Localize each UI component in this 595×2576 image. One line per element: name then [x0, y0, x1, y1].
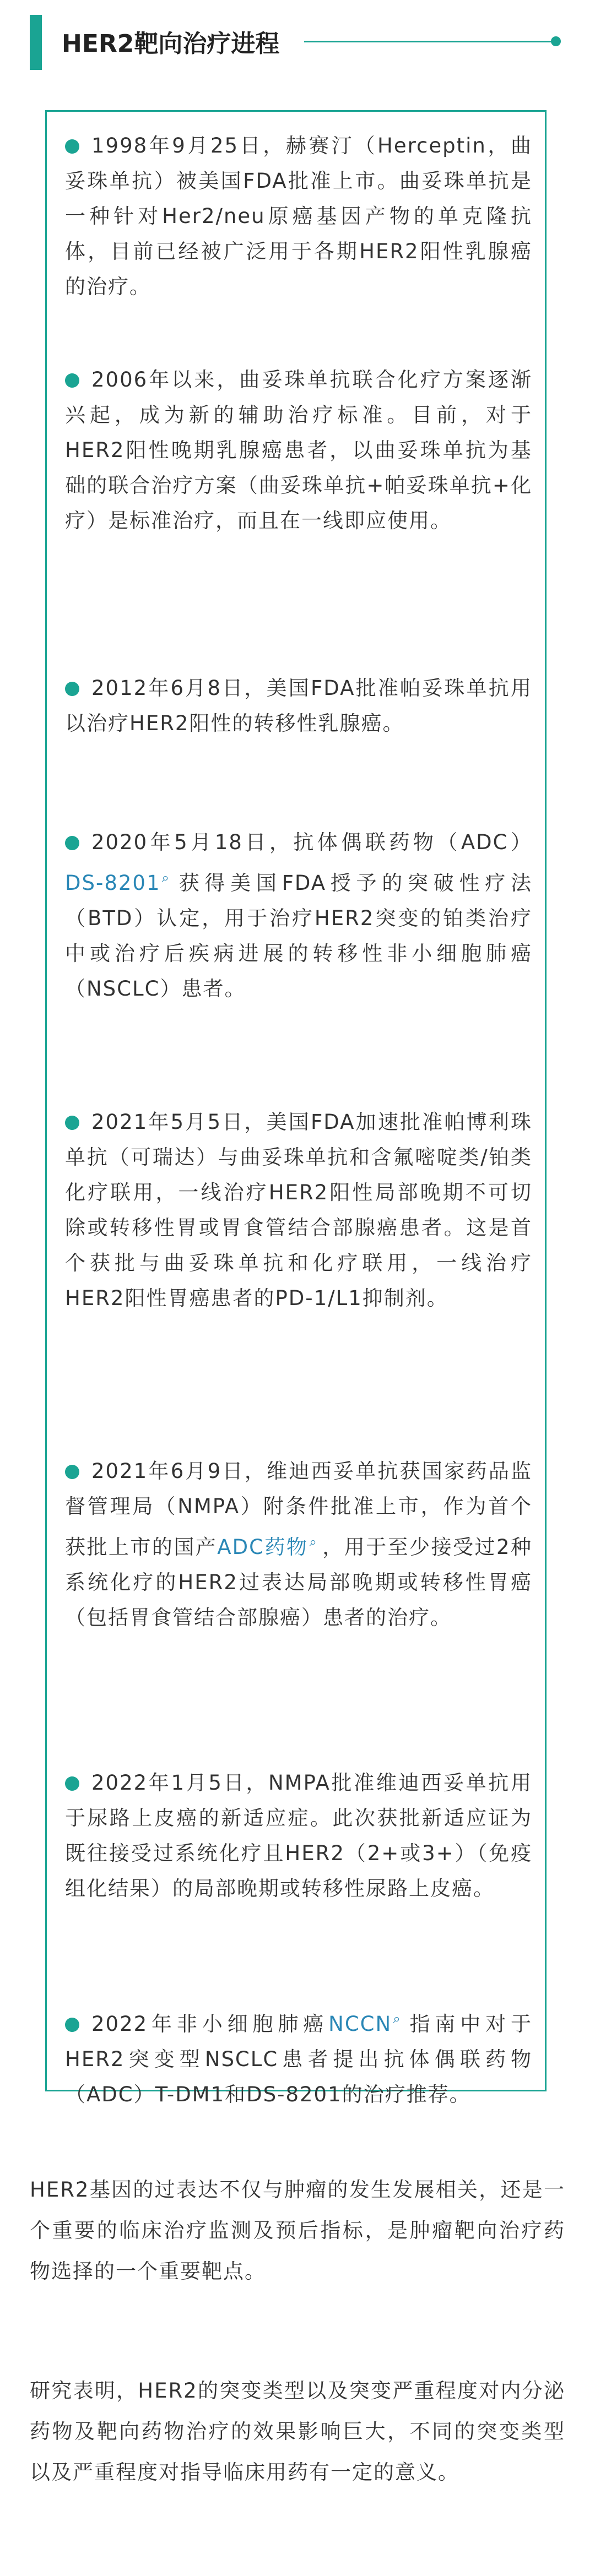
entry-text-segment: 2022年非小细胞肺癌: [91, 2012, 329, 2036]
bullet-dot-icon: [65, 836, 79, 850]
search-icon[interactable]: ⌕: [309, 1534, 318, 1550]
entry-text-segment: 获得美国FDA授予的突破性疗法（BTD）认定，用于治疗HER2突变的铂类治疗中或治疗后疾病进展的转移性非小细胞肺癌（NSCLC）患者。: [65, 871, 532, 1001]
header-divider-line: [304, 41, 553, 42]
timeline-entry-2021-jun: [65, 1454, 532, 1635]
timeline-entry-text: [65, 362, 532, 539]
entry-text-segment: 1998年9月25日，赫赛汀（Herceptin，曲妥珠单抗）被美国FDA批准上市。曲妥珠单抗是一种针对Her2/neu原癌基因产物的单克隆抗体，目前已经被广泛用于各期HER2阳性乳腺癌的治疗。: [65, 134, 532, 298]
bullet-dot-icon: [65, 1116, 79, 1130]
keyword-link[interactable]: ADC药物: [217, 1535, 309, 1559]
bullet-dot-icon: [65, 1465, 79, 1479]
bullet-dot-icon: [65, 1776, 79, 1791]
keyword-link[interactable]: DS-8201: [65, 871, 161, 895]
bullet-dot-icon: [65, 373, 79, 388]
entry-text-segment: 2021年6月9日，维迪西妥单抗获国家药品监督管理局（NMPA）附条件批准上市，作为首个获批上市的国产: [65, 1459, 532, 1559]
entry-text-segment: 2021年5月5日，美国FDA加速批准帕博利珠单抗（可瑞达）与曲妥珠单抗和含氟嘧啶类/铂类化疗联用，一线治疗HER2阳性局部晚期不可切除或转移性胃或胃食管结合部腺癌患者。这是首个获批与曲妥珠单抗和化疗联用，一线治疗HER2阳性胃癌患者的PD-1/L1抑制剂。: [65, 1110, 532, 1310]
section-title: HER2靶向治疗进程: [62, 30, 280, 58]
timeline-entry-2022-nccn: [65, 2001, 532, 2112]
search-icon[interactable]: ⌕: [161, 870, 170, 885]
header-end-dot: [551, 36, 561, 46]
bullet-dot-icon: [65, 2018, 79, 2032]
timeline-entry-text: [65, 825, 532, 1007]
search-icon[interactable]: ⌕: [393, 2011, 402, 2026]
entry-text-segment: ，用于至少接受过2种系统化疗的HER2过表达局部晚期或转移性胃癌（包括胃食管结合部腺癌）患者的治疗。: [65, 1535, 533, 1629]
timeline-entry-text: [65, 1105, 532, 1316]
entry-text-segment: 指南中对于HER2突变型NSCLC患者提出抗体偶联药物（ADC）T-DM1和DS-8201的治疗推荐。: [65, 2012, 533, 2106]
body-paragraph: 研究表明，HER2的突变类型以及突变严重程度对内分泌药物及靶向药物治疗的效果影响巨大，不同的突变类型以及严重程度对指导临床用药有一定的意义。: [30, 2379, 565, 2484]
timeline-box: [45, 110, 547, 2106]
timeline-entry-2021-may: [65, 1105, 532, 1316]
timeline-entry-1998: [65, 128, 532, 305]
bullet-dot-icon: [65, 139, 79, 154]
timeline-entry-2022-jan: [65, 1765, 532, 1906]
timeline-entry-2006: [65, 362, 532, 539]
timeline-entry-text: [65, 128, 532, 305]
timeline-entry-text: [65, 1765, 532, 1906]
entry-text-segment: 2012年6月8日，美国FDA批准帕妥珠单抗用以治疗HER2阳性的转移性乳腺癌。: [65, 676, 532, 735]
timeline-entry-text: [65, 1454, 532, 1635]
keyword-link[interactable]: NCCN: [328, 2012, 392, 2036]
header-accent-bar: [30, 15, 42, 70]
timeline-entry-text: [65, 671, 532, 741]
entry-text-segment: 2006年以来，曲妥珠单抗联合化疗方案逐渐兴起，成为新的辅助治疗标准。目前，对于HER2阳性晚期乳腺癌患者，以曲妥珠单抗为基础的联合治疗方案（曲妥珠单抗+帕妥珠单抗+化疗）是标准治疗，而且在一线即应使用。: [65, 368, 532, 532]
timeline-entry-2020: [65, 825, 532, 1007]
body-paragraph: HER2基因的过表达不仅与肿瘤的发生发展相关，还是一个重要的临床治疗监测及预后指标，是肿瘤靶向治疗药物选择的一个重要靶点。: [30, 2178, 565, 2283]
timeline-entry-2012: [65, 671, 532, 741]
bullet-dot-icon: [65, 682, 79, 696]
section-header: [0, 0, 595, 69]
entry-text-segment: 2022年1月5日，NMPA批准维迪西妥单抗用于尿路上皮癌的新适应症。此次获批新适应证为既往接受过系统化疗且HER2（2+或3+）（免疫组化结果）的局部晚期或转移性尿路上皮癌。: [65, 1771, 532, 1900]
entry-text-segment: 2020年5月18日，抗体偶联药物（ADC）: [91, 830, 532, 854]
timeline-entry-text: [65, 2001, 532, 2112]
